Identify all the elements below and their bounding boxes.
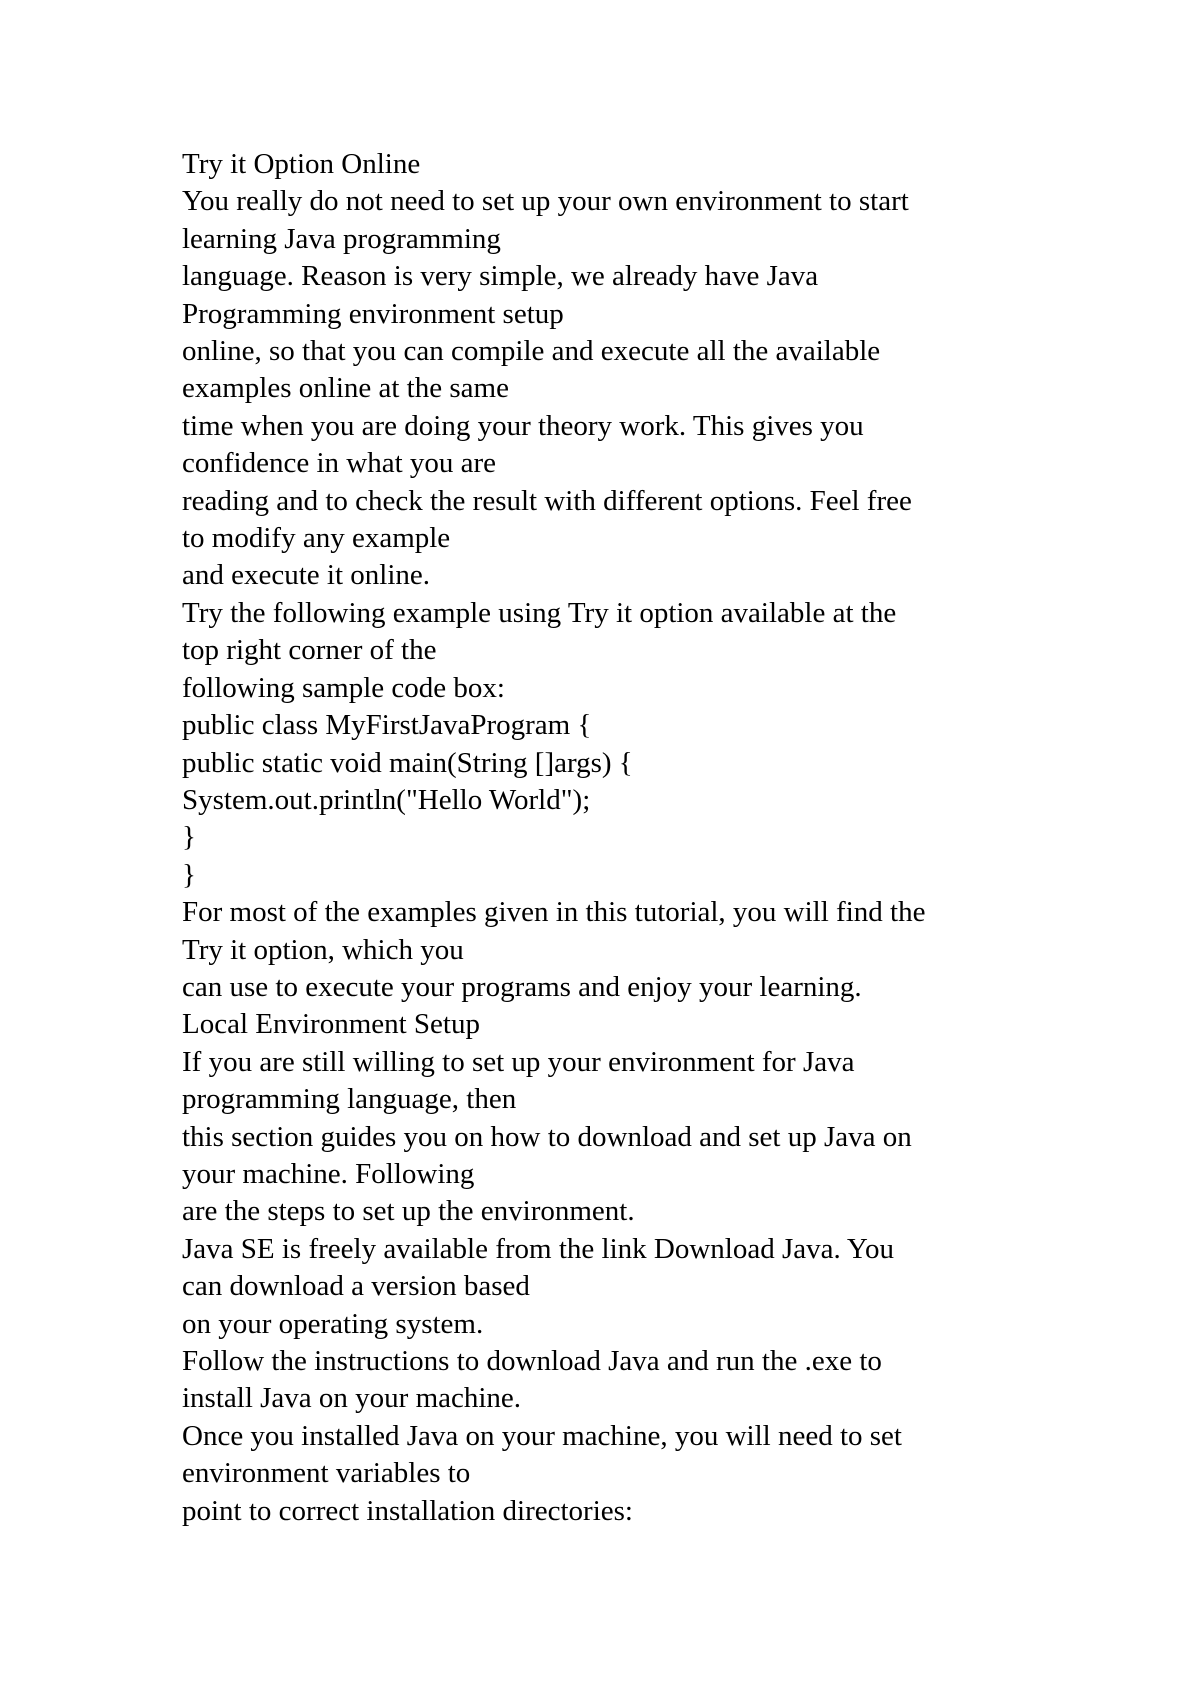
code-line: } — [182, 858, 196, 891]
text-line: are the steps to set up the environment. — [182, 1195, 635, 1228]
text-line: Programming environment setup — [182, 297, 564, 330]
text-line: You really do not need to set up your own environment to start — [182, 185, 909, 218]
text-line: can use to execute your programs and enjoy your learning. — [182, 970, 862, 1003]
text-line: confidence in what you are — [182, 447, 497, 480]
text-line: point to correct installation directories: — [182, 1494, 633, 1527]
text-line: Try it option, which you — [182, 933, 464, 966]
text-line: to modify any example — [182, 522, 451, 555]
text-line: examples online at the same — [182, 372, 509, 405]
text-line: and execute it online. — [182, 559, 431, 592]
text-line: online, so that you can compile and execute all the available — [182, 335, 881, 368]
text-line: Java SE is freely available from the link Download Java. You — [182, 1232, 894, 1265]
text-line: top right corner of the — [182, 634, 437, 667]
text-line: on your operating system. — [182, 1307, 484, 1340]
code-line: } — [182, 821, 196, 854]
text-line: can download a version based — [182, 1270, 530, 1303]
text-line: programming language, then — [182, 1083, 517, 1116]
code-line: public class MyFirstJavaProgram { — [182, 709, 592, 742]
text-line: Try the following example using Try it option available at the — [182, 596, 897, 629]
text-line: reading and to check the result with different options. Feel free — [182, 484, 912, 517]
text-line: install Java on your machine. — [182, 1382, 522, 1415]
text-line: time when you are doing your theory work. This gives you — [182, 409, 864, 442]
text-line: this section guides you on how to download and set up Java on — [182, 1120, 912, 1153]
document-body — [182, 146, 1082, 1530]
text-line: If you are still willing to set up your environment for Java — [182, 1045, 855, 1078]
code-line: public static void main(String []args) { — [182, 746, 633, 779]
text-line: For most of the examples given in this tutorial, you will find the — [182, 896, 926, 929]
text-line: Follow the instructions to download Java and run the .exe to — [182, 1345, 882, 1377]
text-line: learning Java programming — [182, 222, 501, 255]
section-heading-local-environment-setup: Local Environment Setup — [182, 1008, 480, 1041]
text-line: your machine. Following — [182, 1157, 475, 1190]
text-line: Once you installed Java on your machine, you will need to set — [182, 1419, 902, 1452]
text-line: environment variables to — [182, 1457, 471, 1490]
section-heading-try-it-online: Try it Option Online — [182, 148, 421, 180]
text-line: following sample code box: — [182, 671, 505, 704]
text-line: language. Reason is very simple, we already have Java — [182, 260, 819, 293]
code-line: System.out.println("Hello World"); — [182, 783, 591, 816]
